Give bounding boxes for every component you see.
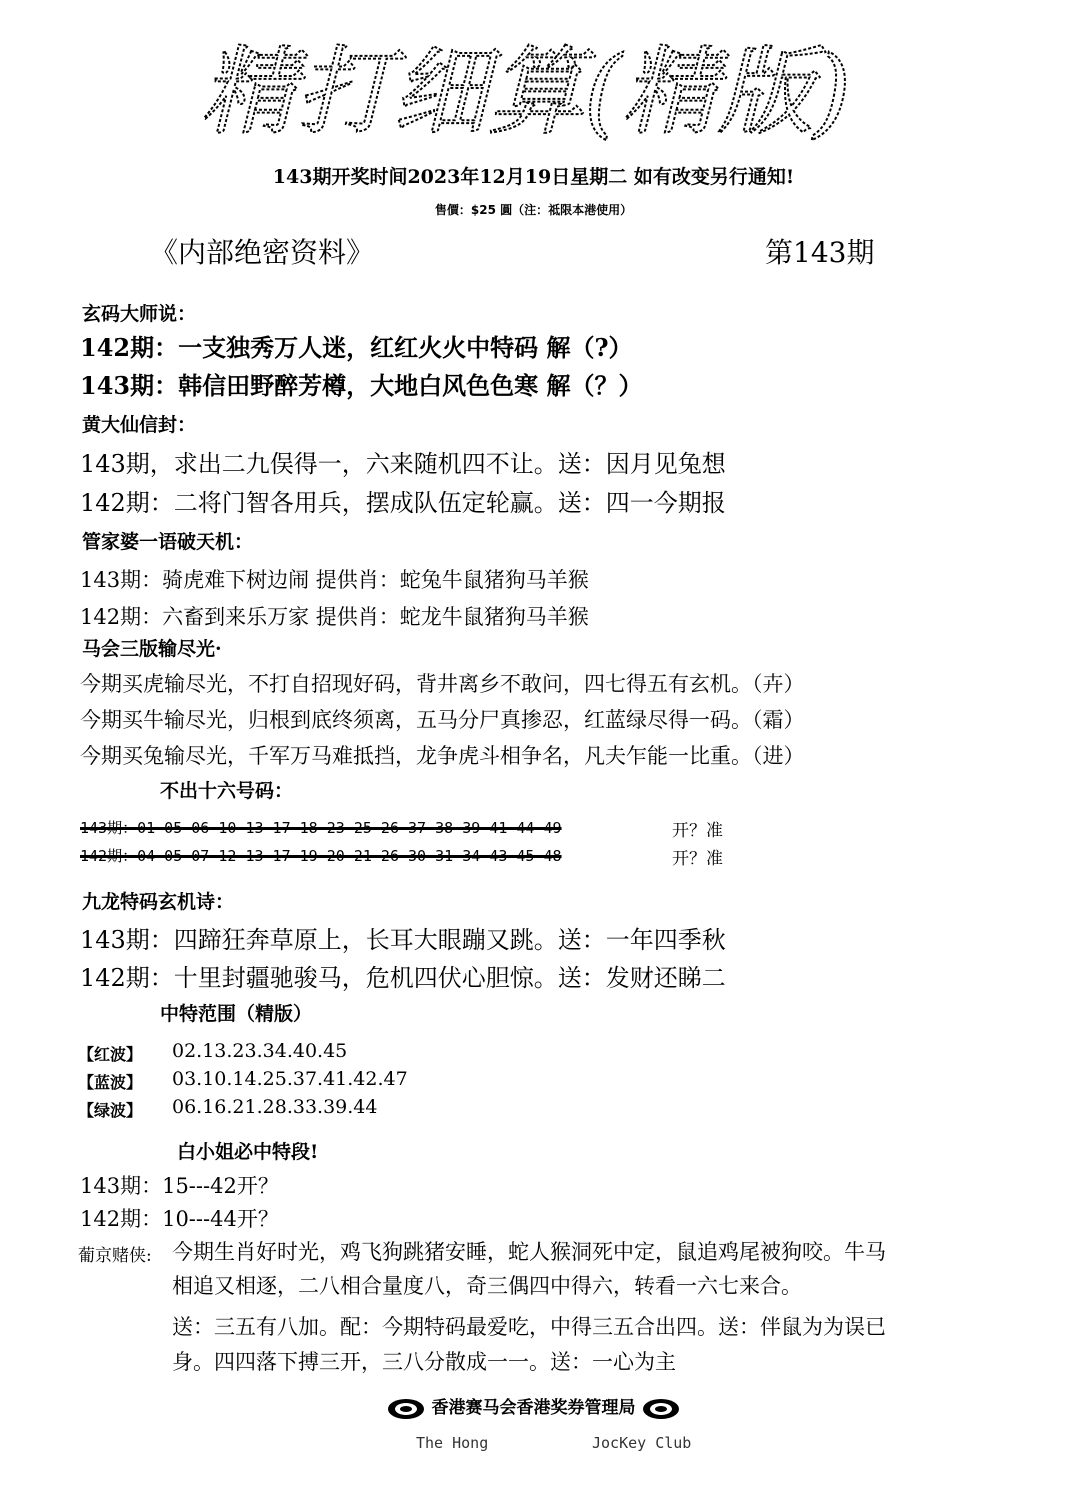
buchu-row-143 [80,817,562,838]
huang-line-142: 142期：二将门智各用兵，摆成队伍定轮赢。送：四一今期报 [80,489,726,517]
pujing-line-3: 送：三五有八加。配：今期特码最爱吃，中得三五合出四。送：伴鼠为为误已 [172,1315,886,1339]
pujing-line-1: 今期生肖好时光，鸡飞狗跳猪安睡，蛇人猴洞死中定，鼠追鸡尾被狗咬。牛马 [172,1240,886,1264]
huang-line-143: 143期，求出二九俣得一，六来随机四不让。送：因月见兔想 [80,450,726,478]
blue-wave-numbers: 03.10.14.25.37.41.42.47 [172,1068,408,1090]
jiulong-heading: 九龙特码玄机诗： [82,891,235,913]
mahui-heading: 马会三版输尽光· [82,638,222,660]
jiulong-line-142: 142期：十里封疆驰骏马，危机四伏心胆惊。送：发财还睇二 [80,964,726,992]
blue-wave-label: 【蓝波】 [78,1073,143,1092]
pujing-label: 葡京赌侠: [78,1246,152,1266]
mahui-line-2: 今期买牛输尽光，归根到底终须离，五马分尸真掺忍，红蓝绿尽得一码。（霜） [80,708,805,732]
price-note: 售價：$25 圓（注：祗限本港使用） [434,203,633,217]
guanjia-line-143: 143期：骑虎难下树边闹 提供肖：蛇兔牛鼠猪狗马羊猴 [80,568,589,592]
jockey-club-logo-left [386,1397,426,1421]
mahui-line-1: 今期买虎输尽光，不打自招现好码，背井离乡不敢问，四七得五有玄机。（卉） [80,672,805,696]
bai-line-142: 142期：10---44开？ [80,1207,279,1231]
pujing-line-4: 身。四四落下搏三开，三八分散成一一。送：一心为主 [172,1350,676,1374]
buchu-row-143-numbers: 143期：01 05 06 10 13 17 18 23 25 26 37 38 39 41 44 49 [80,819,562,837]
title-art [190,20,890,150]
pujing-line-2: 相追又相逐，二八相合量度八，奇三偶四中得六，转看一六七来合。 [172,1274,802,1298]
footer-english-right: JocKey Club [592,1434,692,1452]
red-wave-numbers: 02.13.23.34.40.45 [172,1040,348,1062]
xuanma-heading: 玄码大师说： [82,303,197,325]
jockey-club-logo-right [641,1397,681,1421]
bai-heading: 白小姐必中特段! [177,1141,319,1163]
footer-english-left: The Hong [416,1434,489,1452]
buchu-heading: 不出十六号码： [160,780,294,802]
xuanma-line-142: 142期：一支独秀万人迷，红红火火中特码 解（?） [80,333,633,362]
draw-date-notice: 143期开奖时间2023年12月19日星期二 如有改变另行通知! [272,166,795,188]
huang-heading: 黄大仙信封： [82,414,197,436]
document-title: 《内部绝密资料》 [150,236,375,269]
buchu-row-142 [80,845,562,866]
jiulong-line-143: 143期：四蹄狂奔草原上，长耳大眼蹦又跳。送：一年四季秋 [80,926,726,954]
zhongte-heading: 中特范围（精版） [160,1003,313,1025]
issue-number: 第143期 [765,236,875,269]
guanjia-line-142: 142期：六畜到来乐万家 提供肖：蛇龙牛鼠猪狗马羊猴 [80,605,589,629]
green-wave-label: 【绿波】 [78,1101,143,1120]
xuanma-line-143: 143期：韩信田野醉芳樽，大地白风色色寒 解（？） [80,371,643,400]
guanjia-heading: 管家婆一语破天机： [82,531,254,553]
buchu-row-142-numbers: 142期：04 05 07 12 13 17 19 20 21 26 30 31 34 43 45 48 [80,847,562,865]
footer-organization [0,1393,1067,1421]
footer-organization-text: 香港赛马会香港奖券管理局 [431,1398,636,1418]
green-wave-numbers: 06.16.21.28.33.39.44 [172,1096,378,1118]
title-art-text: 精打细算(精版) [200,36,851,148]
red-wave-label: 【红波】 [78,1045,143,1064]
buchu-row-143-suffix: 开？准 [672,821,723,841]
buchu-row-142-suffix: 开？准 [672,849,723,869]
mahui-line-3: 今期买兔输尽光，千军万马难抵挡，龙争虎斗相争名，凡夫乍能一比重。（进） [80,744,805,768]
bai-line-143: 143期：15---42开？ [80,1174,279,1198]
